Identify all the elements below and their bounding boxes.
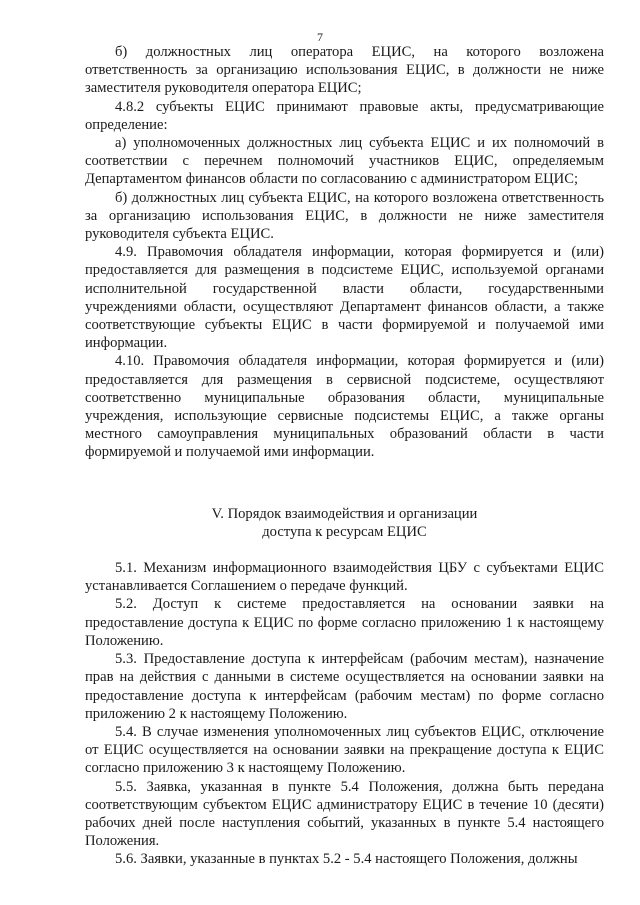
- paragraph-4-8-2-b: б) должностных лиц субъекта ЕЦИС, на которого возложена ответственность за организацию использования ЕЦИС, в должности не ниже заместителя руководителя субъекта ЕЦИС.: [85, 189, 604, 243]
- paragraph-5-2: 5.2. Доступ к системе предоставляется на основании заявки на предоставление доступа к ЕЦИС по форме согласно приложению 1 к настоящему Положению.: [85, 596, 604, 649]
- paragraph-4-8-2-a: а) уполномоченных должностных лиц субъекта ЕЦИС и их полномочий в соответствии с перечнем полномочий участников ЕЦИС, определяемым Департаментом финансов области по согласованию с администратором ЕЦИС;: [85, 135, 604, 188]
- paragraph-4-8-2: 4.8.2 субъекты ЕЦИС принимают правовые акты, предусматривающие определение:: [85, 98, 604, 133]
- paragraph-4-8-1-b: б) должностных лиц оператора ЕЦИС, на которого возложена ответственность за организацию использования ЕЦИС, в должности не ниже заместителя руководителя оператора ЕЦИС;: [85, 44, 604, 97]
- paragraph-4-10: 4.10. Правомочия обладателя информации, которая формируется и (или) предоставляется для размещения в сервисной подсистеме, осуществляют соответственно муниципальные образования области, муниципальные учреждения, использующие сервисные подсистемы ЕЦИС, а также органы местного самоуправления муниципальных образований области в части формируемой и получаемой ими информации.: [85, 353, 604, 461]
- paragraph-4-9: 4.9. Правомочия обладателя информации, которая формируется и (или) предоставляется для размещения в подсистеме ЕЦИС, используемой органами исполнительной государственной власти области, государственными учреждениями области, осуществляют Департамент финансов области, а также соответствующие субъекты ЕЦИС в части формируемой и получаемой ими информации.: [85, 244, 604, 352]
- paragraph-5-1: 5.1. Механизм информационного взаимодействия ЦБУ с субъектами ЕЦИС устанавливается Соглашением о передаче функций.: [85, 560, 604, 595]
- section-5-heading: [85, 505, 604, 541]
- document-body: [85, 43, 604, 869]
- paragraph-5-3: 5.3. Предоставление доступа к интерфейсам (рабочим местам), назначение прав на действия с данными в системе осуществляется на основании заявки на предоставление доступа к интерфейсам (рабочим местам) по форме согласно приложению 2 к настоящему Положению.: [85, 651, 604, 722]
- section-5-heading-line-1: V. Порядок взаимодействия и организации: [211, 505, 478, 522]
- page-number: 7: [317, 30, 323, 44]
- section-5-heading-line-2: доступа к ресурсам ЕЦИС: [262, 523, 427, 540]
- paragraph-5-5: 5.5. Заявка, указанная в пункте 5.4 Положения, должна быть передана соответствующим субъектом ЕЦИС администратору ЕЦИС в течение 10 (десяти) рабочих дней после наступления событий, указанных в пункте 5.4 настоящего Положения.: [85, 778, 604, 850]
- paragraph-5-4: 5.4. В случае изменения уполномоченных лиц субъектов ЕЦИС, отключение от ЕЦИС осуществляется на основании заявки на прекращение доступа к ЕЦИС согласно приложению 3 к настоящему Положению.: [85, 723, 604, 777]
- paragraph-5-6: 5.6. Заявки, указанные в пунктах 5.2 - 5.4 настоящего Положения, должны: [115, 851, 578, 868]
